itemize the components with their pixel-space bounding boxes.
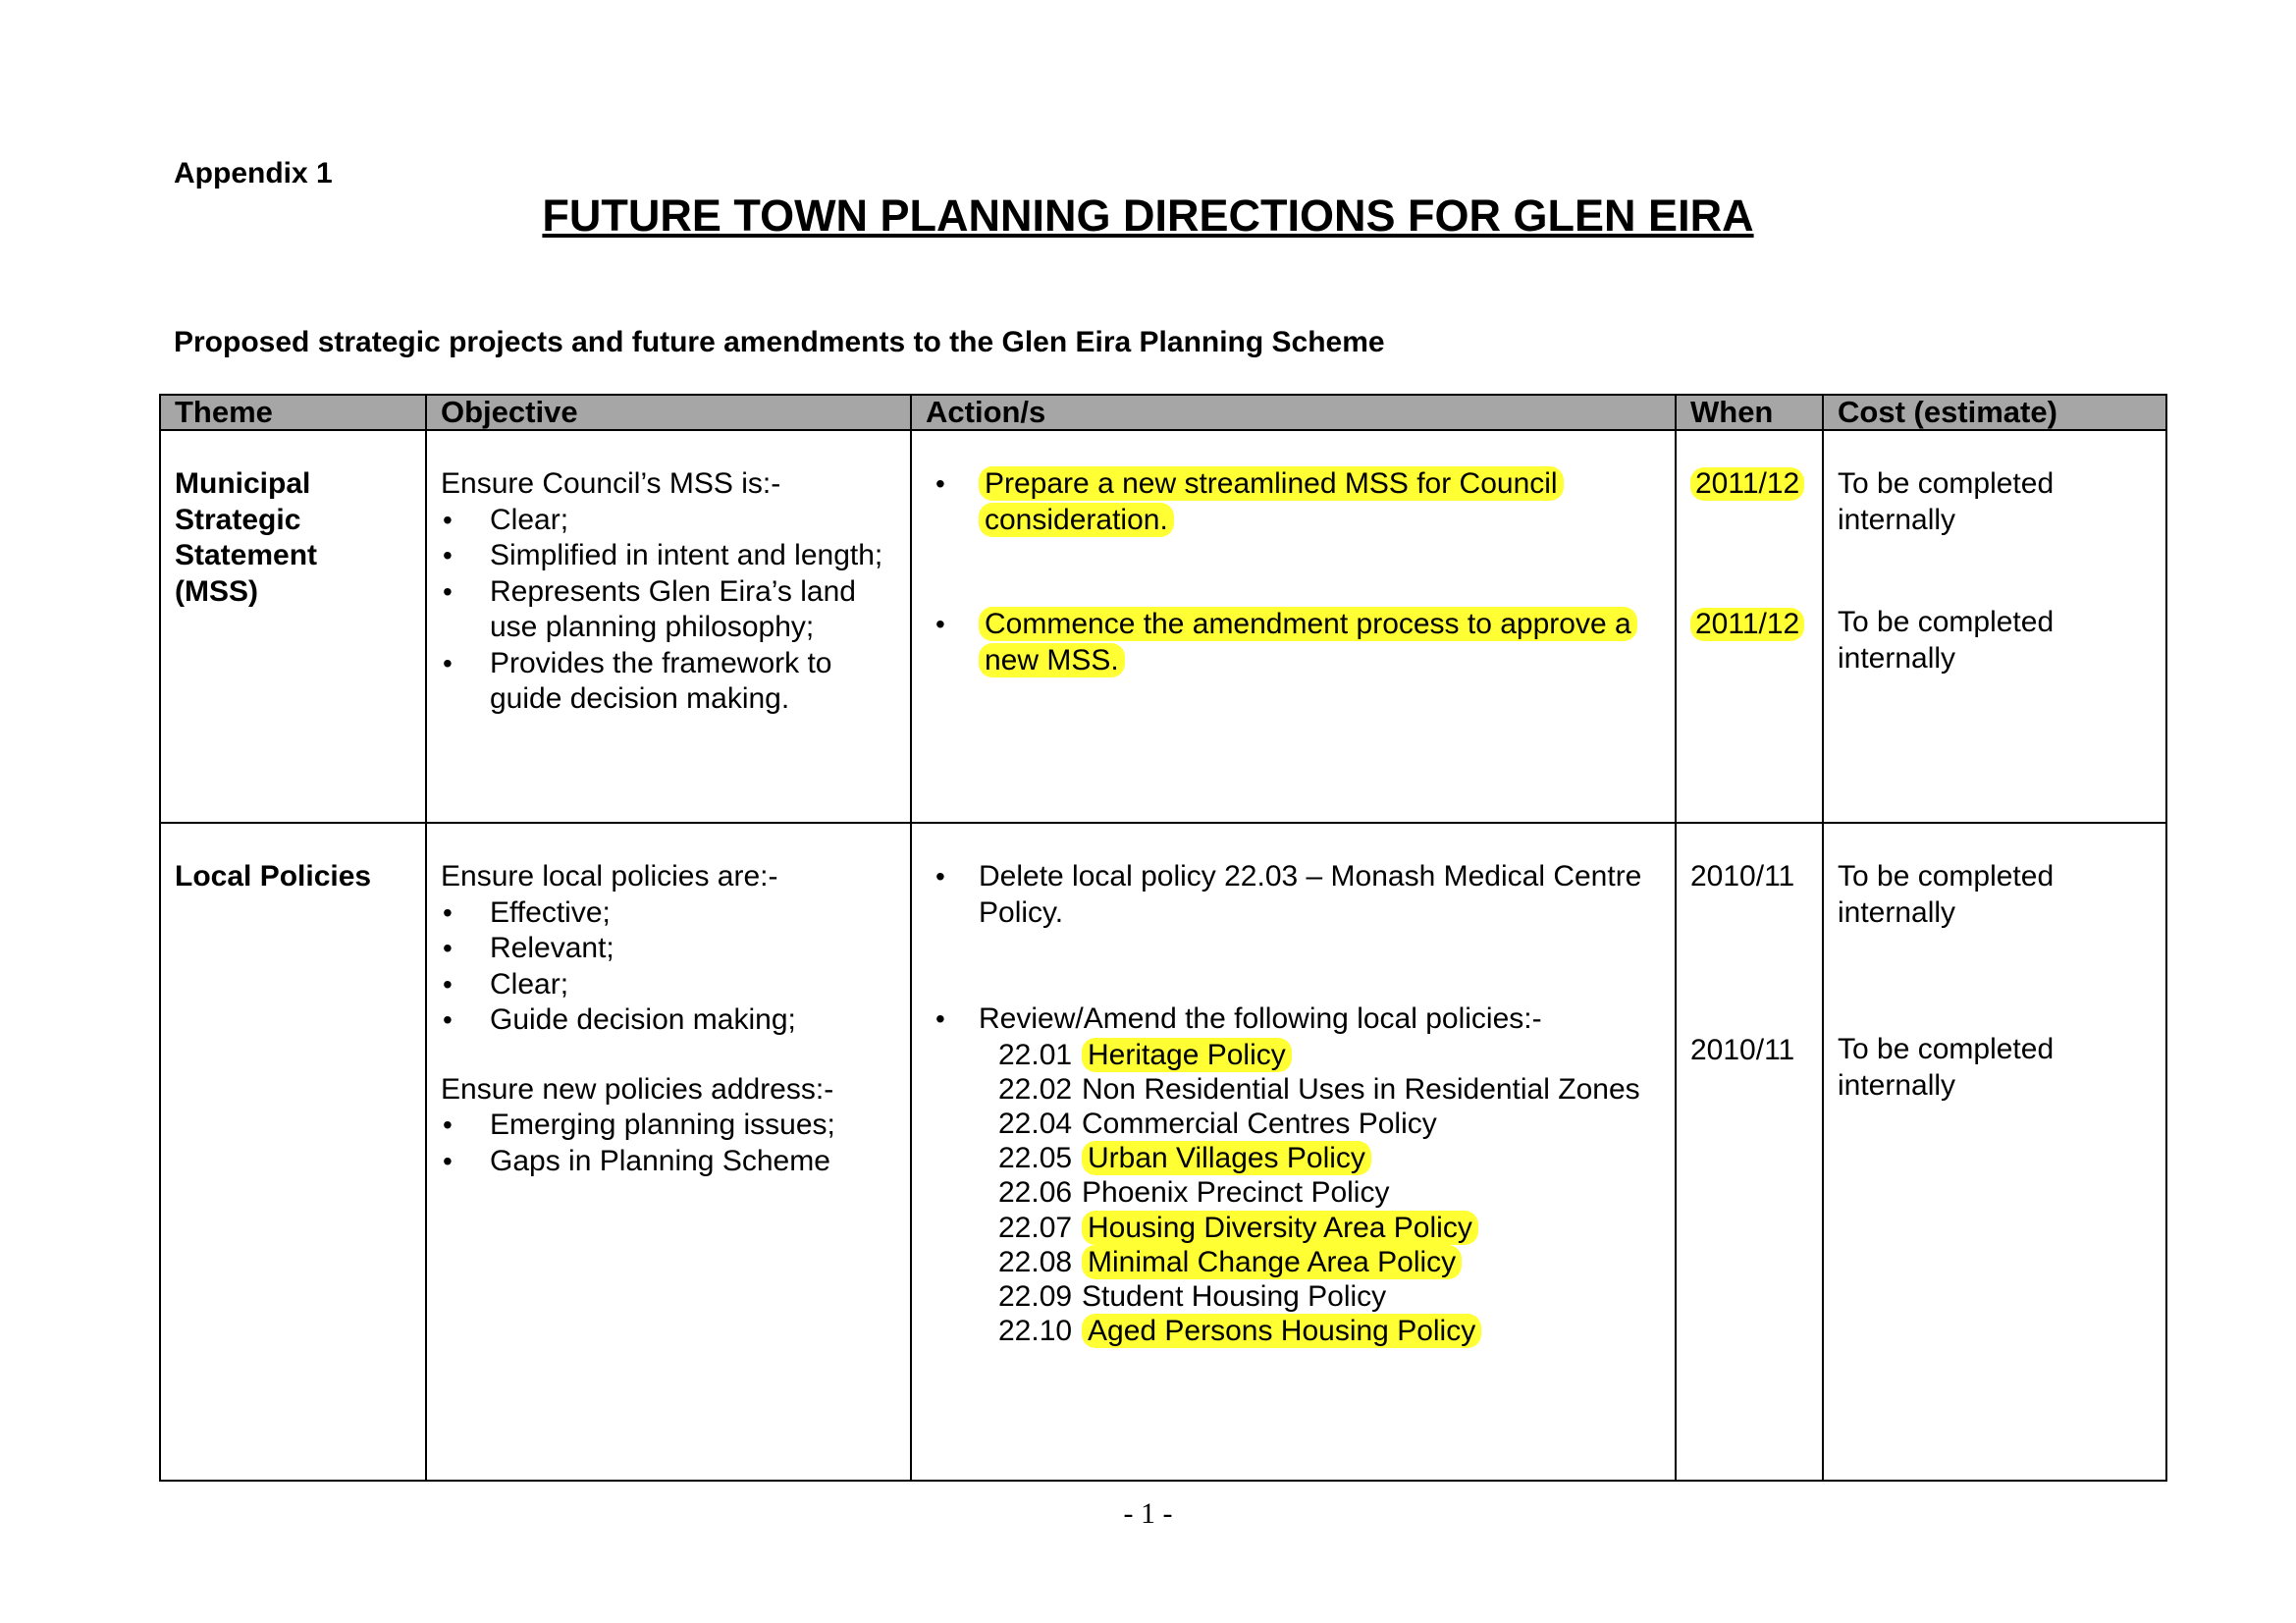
policy-item xyxy=(926,1245,1661,1279)
cost-cell xyxy=(1823,430,2166,823)
objective-intro: Ensure Council’s MSS is:- xyxy=(441,467,781,500)
header-theme: Theme xyxy=(160,395,426,430)
policy-item xyxy=(926,1038,1661,1072)
policy-item xyxy=(926,1141,1661,1175)
when-cell xyxy=(1676,823,1823,1481)
policy-code: 22.10 xyxy=(998,1315,1073,1348)
policy-name: Minimal Change Area Policy xyxy=(1082,1245,1462,1279)
header-cost: Cost (estimate) xyxy=(1823,395,2166,430)
table-header-row xyxy=(160,395,2166,430)
document-subtitle: Proposed strategic projects and future amendments to the Glen Eira Planning Scheme xyxy=(174,326,1385,358)
when-value: 2010/11 xyxy=(1690,860,1795,893)
objective-item: • Simplified in intent and length; xyxy=(441,538,896,574)
policy-name: Student Housing Policy xyxy=(1082,1279,1387,1313)
policy-item xyxy=(926,1107,1661,1141)
theme-cell xyxy=(160,430,426,823)
document-title: FUTURE TOWN PLANNING DIRECTIONS FOR GLEN EIRA xyxy=(542,190,1754,241)
objective-item: • Clear; xyxy=(441,503,896,539)
policy-item xyxy=(926,1072,1661,1107)
cost-cell xyxy=(1823,823,2166,1481)
policy-item xyxy=(926,1314,1661,1348)
objective-item: • Emerging planning issues; xyxy=(441,1108,896,1144)
header-objective: Objective xyxy=(426,395,911,430)
policy-item xyxy=(926,1279,1661,1314)
header-actions: Action/s xyxy=(911,395,1676,430)
bullet-icon: • xyxy=(935,861,945,892)
bullet-icon: • xyxy=(935,1003,945,1034)
objective-list xyxy=(441,1108,896,1179)
cost-value: To be completed internally xyxy=(1838,606,2055,675)
theme-text: Local Policies xyxy=(175,860,372,893)
objective-item: • Guide decision making; xyxy=(441,1002,896,1039)
policy-item xyxy=(926,1211,1661,1245)
planning-table xyxy=(159,394,2167,1482)
actions-cell xyxy=(911,430,1676,823)
page-number: - 1 - xyxy=(1123,1497,1173,1530)
policy-code: 22.02 xyxy=(998,1072,1073,1106)
cost-value: To be completed internally xyxy=(1838,860,2055,929)
actions-cell xyxy=(911,823,1676,1481)
when-cell xyxy=(1676,430,1823,823)
objective-item: • Provides the framework to guide decision making. xyxy=(441,646,896,718)
table-row xyxy=(160,430,2166,823)
objective-item: • Gaps in Planning Scheme xyxy=(441,1144,896,1180)
policy-name: Phoenix Precinct Policy xyxy=(1082,1176,1390,1210)
objective-item: • Effective; xyxy=(441,895,896,932)
objective-item: • Clear; xyxy=(441,967,896,1003)
action-text: Commence the amendment process to approve a new MSS. xyxy=(979,607,1637,677)
action-text: Review/Amend the following local policies:- xyxy=(979,1002,1542,1035)
when-value: 2010/11 xyxy=(1690,1033,1795,1066)
theme-text: Strategic xyxy=(175,503,301,536)
cost-value: To be completed internally xyxy=(1838,467,2055,536)
policy-list xyxy=(926,1038,1661,1349)
policy-item xyxy=(926,1175,1661,1210)
policy-name: Commercial Centres Policy xyxy=(1082,1107,1437,1140)
action-text: Delete local policy 22.03 – Monash Medical Centre Policy. xyxy=(979,860,1642,929)
policy-code: 22.05 xyxy=(998,1142,1073,1175)
policy-code: 22.01 xyxy=(998,1038,1073,1071)
header-when: When xyxy=(1676,395,1823,430)
when-value: 2011/12 xyxy=(1690,608,1804,641)
policy-name: Housing Diversity Area Policy xyxy=(1082,1211,1478,1245)
bullet-icon: • xyxy=(935,609,945,639)
objective-item: • Relevant; xyxy=(441,931,896,967)
objective-list xyxy=(441,503,896,718)
action-item xyxy=(926,1001,1661,1038)
cost-value: To be completed internally xyxy=(1838,1033,2055,1102)
bullet-icon: • xyxy=(935,468,945,499)
policy-name: Urban Villages Policy xyxy=(1082,1141,1371,1175)
policy-code: 22.06 xyxy=(998,1176,1073,1210)
objective-item: • Represents Glen Eira’s land use planning philosophy; xyxy=(441,574,896,646)
policy-name: Non Residential Uses in Residential Zones xyxy=(1082,1072,1640,1106)
objective-list xyxy=(441,895,896,1039)
policy-code: 22.09 xyxy=(998,1279,1073,1313)
theme-text: Municipal xyxy=(175,467,311,500)
objective-intro: Ensure local policies are:- xyxy=(441,860,778,893)
policy-name: Heritage Policy xyxy=(1082,1038,1292,1072)
objective-cell xyxy=(426,430,911,823)
action-item xyxy=(926,466,1661,538)
action-item xyxy=(926,859,1661,931)
theme-cell xyxy=(160,823,426,1481)
when-value: 2011/12 xyxy=(1690,467,1804,501)
policy-code: 22.07 xyxy=(998,1211,1073,1244)
action-text: Prepare a new streamlined MSS for Council consideration. xyxy=(979,466,1564,537)
action-item xyxy=(926,607,1661,678)
policy-code: 22.08 xyxy=(998,1245,1073,1278)
objective-intro: Ensure new policies address:- xyxy=(441,1072,834,1106)
policy-code: 22.04 xyxy=(998,1107,1073,1140)
appendix-label: Appendix 1 xyxy=(174,157,333,189)
policy-name: Aged Persons Housing Policy xyxy=(1082,1314,1481,1348)
theme-text: (MSS) xyxy=(175,574,258,608)
theme-text: Statement xyxy=(175,539,318,571)
objective-cell xyxy=(426,823,911,1481)
table-row xyxy=(160,823,2166,1481)
